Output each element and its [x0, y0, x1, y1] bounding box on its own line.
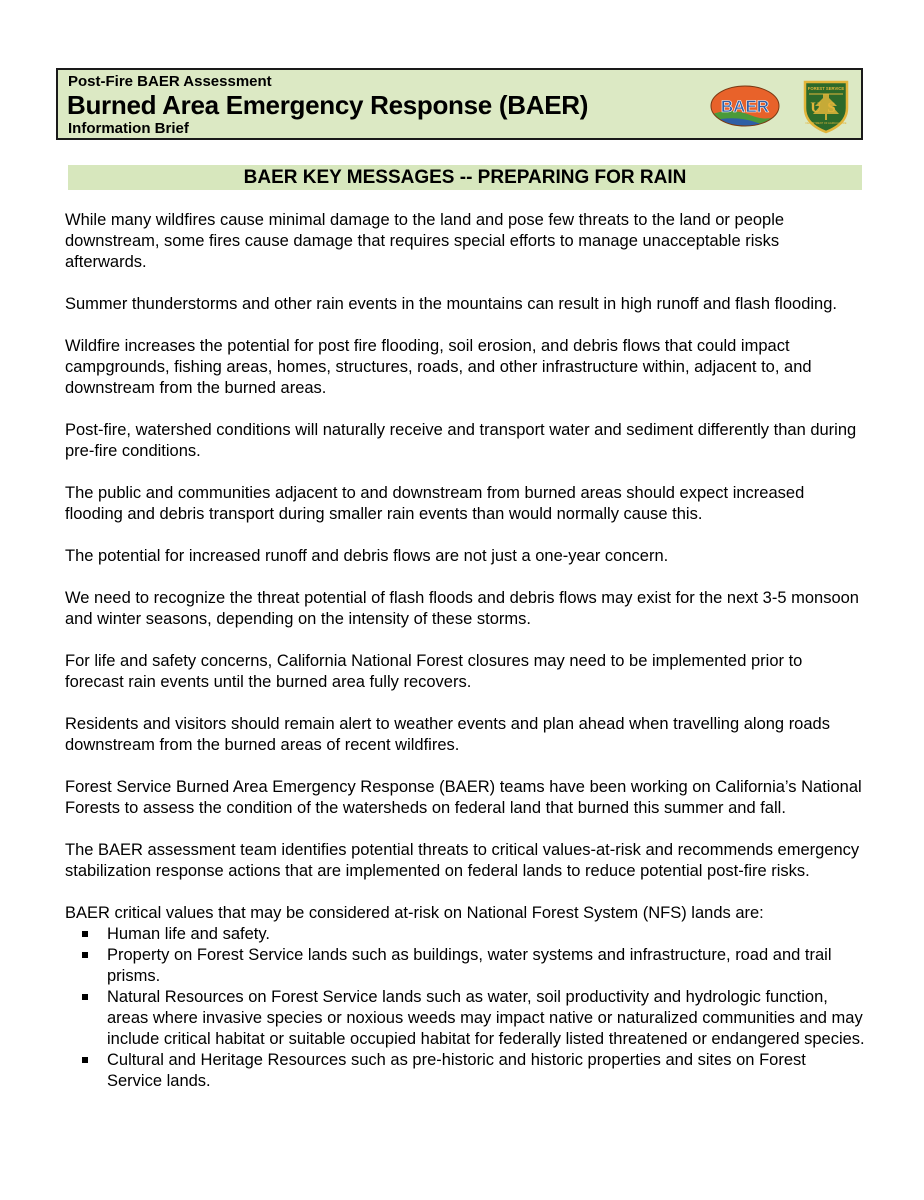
list-item	[65, 1050, 865, 1092]
paragraph: Summer thunderstorms and other rain events in the mountains can result in high runoff and flash flooding.	[65, 295, 837, 313]
bullet-square-icon	[82, 994, 88, 1000]
usfs-letters: US	[810, 100, 842, 116]
usfs-bottom-text: DEPARTMENT OF AGRICULTURE	[805, 122, 847, 125]
key-messages-title: BAER KEY MESSAGES -- PREPARING FOR RAIN	[243, 167, 687, 188]
list-item	[65, 945, 865, 987]
paragraph: The BAER assessment team identifies potential threats to critical values-at-risk and recommends emergency stabilization response actions that are implemented on federal lands to reduce potential post-fire risks.	[65, 841, 860, 880]
paragraph: We need to recognize the threat potential of flash floods and debris flows may exist for the next 3-5 monsoon and winter seasons, depending on the intensity of these storms.	[65, 589, 859, 628]
header-brief-label: Information Brief	[68, 120, 189, 137]
key-messages-banner	[68, 165, 862, 190]
list-item-text: Property on Forest Service lands such as buildings, water systems and infrastructure, road and trail prisms.	[107, 946, 832, 985]
list-item-text: Natural Resources on Forest Service lands such as water, soil productivity and hydrologic function, areas where invasive species or noxious weeds may impact native or naturalized communities and may include critical habitat or suitable occupied habitat for federally listed threatened or endangered species.	[107, 988, 865, 1048]
paragraph: For life and safety concerns, California National Forest closures may need to be implemented prior to forecast rain events until the burned area fully recovers.	[65, 652, 803, 691]
list-item-text: Cultural and Heritage Resources such as pre-historic and historic properties and sites on Forest Service lands.	[107, 1051, 806, 1090]
list-item	[65, 987, 865, 1050]
paragraph: The potential for increased runoff and debris flows are not just a one-year concern.	[65, 547, 669, 565]
baer-logo	[710, 85, 780, 127]
critical-values-list	[65, 924, 865, 1092]
baer-logo-text: BAER	[720, 97, 770, 116]
bullet-square-icon	[82, 952, 88, 958]
paragraph: The public and communities adjacent to and downstream from burned areas should expect increased flooding and debris transport during smaller rain events than would normally cause this.	[65, 484, 805, 523]
paragraph: Wildfire increases the potential for post fire flooding, soil erosion, and debris flows that could impact campgrounds, fishing areas, homes, structures, roads, and other infrastructure within, adjacent to, and downstream from the burned areas.	[65, 337, 812, 397]
header-box	[56, 68, 863, 140]
list-item-text: Human life and safety.	[107, 925, 270, 943]
list-item	[65, 924, 865, 945]
brief-content	[65, 210, 865, 1092]
paragraph: While many wildfires cause minimal damage to the land and pose few threats to the land or people downstream, some fires cause damage that requires special efforts to manage unacceptable risks afterwards.	[65, 211, 785, 271]
paragraph: Residents and visitors should remain alert to weather events and plan ahead when travelling along roads downstream from the burned areas of recent wildfires.	[65, 715, 830, 754]
paragraph: Post-fire, watershed conditions will naturally receive and transport water and sediment differently than during pre-fire conditions.	[65, 421, 857, 460]
bullet-square-icon	[82, 931, 88, 937]
bullet-square-icon	[82, 1057, 88, 1063]
header-subtitle: Post-Fire BAER Assessment	[68, 73, 272, 90]
usfs-top-text: FOREST SERVICE	[807, 86, 845, 91]
usfs-shield-logo	[801, 78, 851, 134]
header-title: Burned Area Emergency Response (BAER)	[67, 90, 589, 120]
paragraph: Forest Service Burned Area Emergency Response (BAER) teams have been working on California’s National Forests to assess the condition of the watersheds on federal land that burned this summer and fall.	[65, 778, 862, 817]
values-list-intro: BAER critical values that may be considered at-risk on National Forest System (NFS) lands are:	[65, 904, 764, 922]
